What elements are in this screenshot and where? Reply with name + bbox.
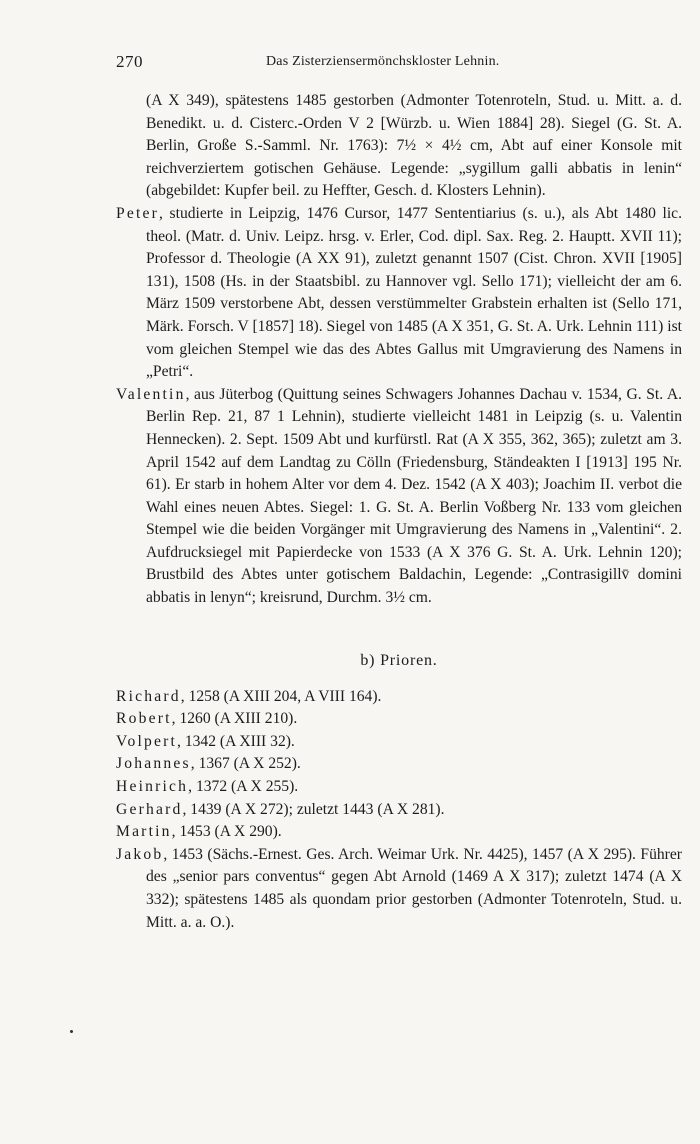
entry-text: , 1439 (A X 272); zuletzt 1443 (A X 281).	[182, 800, 445, 818]
entry-name: Peter	[116, 204, 160, 222]
page-header	[116, 52, 680, 76]
prior-entry-volpert	[116, 731, 682, 754]
prior-entry-robert	[116, 708, 682, 731]
entry-name: Heinrich	[116, 778, 189, 796]
entry-text: , aus Jüterbog (Quittung seines Schwagers Johannes Dachau v. 1534, G. St. A. Berlin Rep. 21, 87 1 Lehnin), studierte vielleicht 1481 in Leipzig (s. u. Valentin Hennecken). 2. Sept. 1509 Abt und kurfürstl. Rat (A X 355, 362, 365); zuletzt am 3. April 1542 auf dem Landtag zu Cölln (Friedensburg, Ständeakten I [1913] 195 Nr. 61). Er starb in hohem Alter vor dem 4. Dez. 1542 (A X 403); Joachim II. verbot die Wahl eines neuen Abtes. Siegel: 1. G. St. A. Berlin Voßberg Nr. 133 vom gleichen Stempel wie die beiden Vorgänger mit Umgravierung des Namens in „Valentini“. 2. Aufdrucksiegel mit Papierdecke von 1533 (A X 376 G. St. A. Urk. Lehnin 120); Brustbild des Abtes unter gotischem Baldachin, Legende: „Contrasigillv̄ domini abbatis in lenyn“; kreisrund, Durchm. 3½ cm.	[146, 385, 682, 607]
entry-text: , 1372 (A X 255).	[188, 778, 299, 796]
prior-list	[116, 686, 682, 935]
abbot-entry-continued	[116, 90, 682, 203]
entry-text: (A X 349), spätestens 1485 gestorben (Admonter Totenroteln, Stud. u. Mitt. a. d. Benedikt. u. d. Cisterc.-Orden V 2 [Würzb. u. Wien 1884] 28). Siegel (G. St. A. Berlin, Große S.-Samml. Nr. 1763): 7½ × 4½ cm, Abt auf einer Konsole mit reichverziertem gotischen Gehäuse. Legende: „sygillum galli abbatis in lenin“ (abgebildet: Kupfer beil. zu Heffter, Gesch. d. Klosters Lehnin).	[146, 92, 682, 200]
entry-text: , studierte in Leipzig, 1476 Cursor, 1477 Sententiarius (s. u.), als Abt 1480 lic. theol. (Matr. d. Univ. Leipz. hrsg. v. Erler, Cod. dipl. Sax. Reg. 2. Hauptt. XVII 11); Professor d. Theologie (A XX 91), zuletzt genannt 1507 (Cist. Chron. XVII [1905] 131), 1508 (Hs. in der Staatsbibl. zu Hannover vgl. Sello 171); vielleicht der am 6. März 1509 verstorbene Abt, dessen verstümmelter Grabstein erhalten ist (Sello 171, Märk. Forsch. V [1857] 18). Siegel von 1485 (A X 351, G. St. A. Urk. Lehnin 111) ist vom gleichen Stempel wie das des Abtes Gallus mit Umgravierung des Namens in „Petri“.	[146, 204, 682, 381]
entry-text: , 1453 (A X 290).	[171, 823, 282, 841]
entry-name: Jakob	[116, 845, 164, 863]
abbot-entry-peter	[116, 203, 682, 384]
entry-text: , 1453 (Sächs.-Ernest. Ges. Arch. Weimar Urk. Nr. 4425), 1457 (A X 295). Führer des „senior pars conventus“ gegen Abt Arnold (1469 A X 317); zuletzt 1474 (A X 332); spätestens 1485 als quondam prior gestorben (Admonter Totenroteln, Stud. u. Mitt. a. a. O.).	[146, 845, 682, 931]
entry-name: Richard	[116, 687, 181, 705]
entry-name: Gerhard	[116, 800, 183, 818]
prior-entry-heinrich	[116, 776, 682, 799]
prior-entry-richard	[116, 686, 682, 709]
prior-entry-gerhard	[116, 799, 682, 822]
prior-entry-jakob	[116, 844, 682, 934]
entry-text: , 1342 (A XIII 32).	[177, 732, 295, 750]
page-body	[116, 90, 682, 934]
entry-name: Robert	[116, 710, 172, 728]
section-heading-priors: b) Prioren.	[360, 651, 438, 669]
entry-text: , 1260 (A XIII 210).	[171, 710, 298, 728]
entry-name: Martin	[116, 823, 172, 841]
running-title: Das Zisterziensermönchskloster Lehnin.	[266, 54, 500, 69]
entry-name: Valentin	[116, 385, 186, 403]
entry-text: , 1258 (A XIII 204, A VIII 164).	[180, 687, 382, 705]
abbot-entry-valentin	[116, 384, 682, 610]
prior-entry-johannes	[116, 753, 682, 776]
margin-speck	[70, 1030, 73, 1033]
prior-entry-martin	[116, 821, 682, 844]
page-number: 270	[116, 52, 143, 71]
entry-name: Johannes	[116, 755, 191, 773]
entry-text: , 1367 (A X 252).	[190, 755, 301, 773]
entry-name: Volpert	[116, 732, 178, 750]
